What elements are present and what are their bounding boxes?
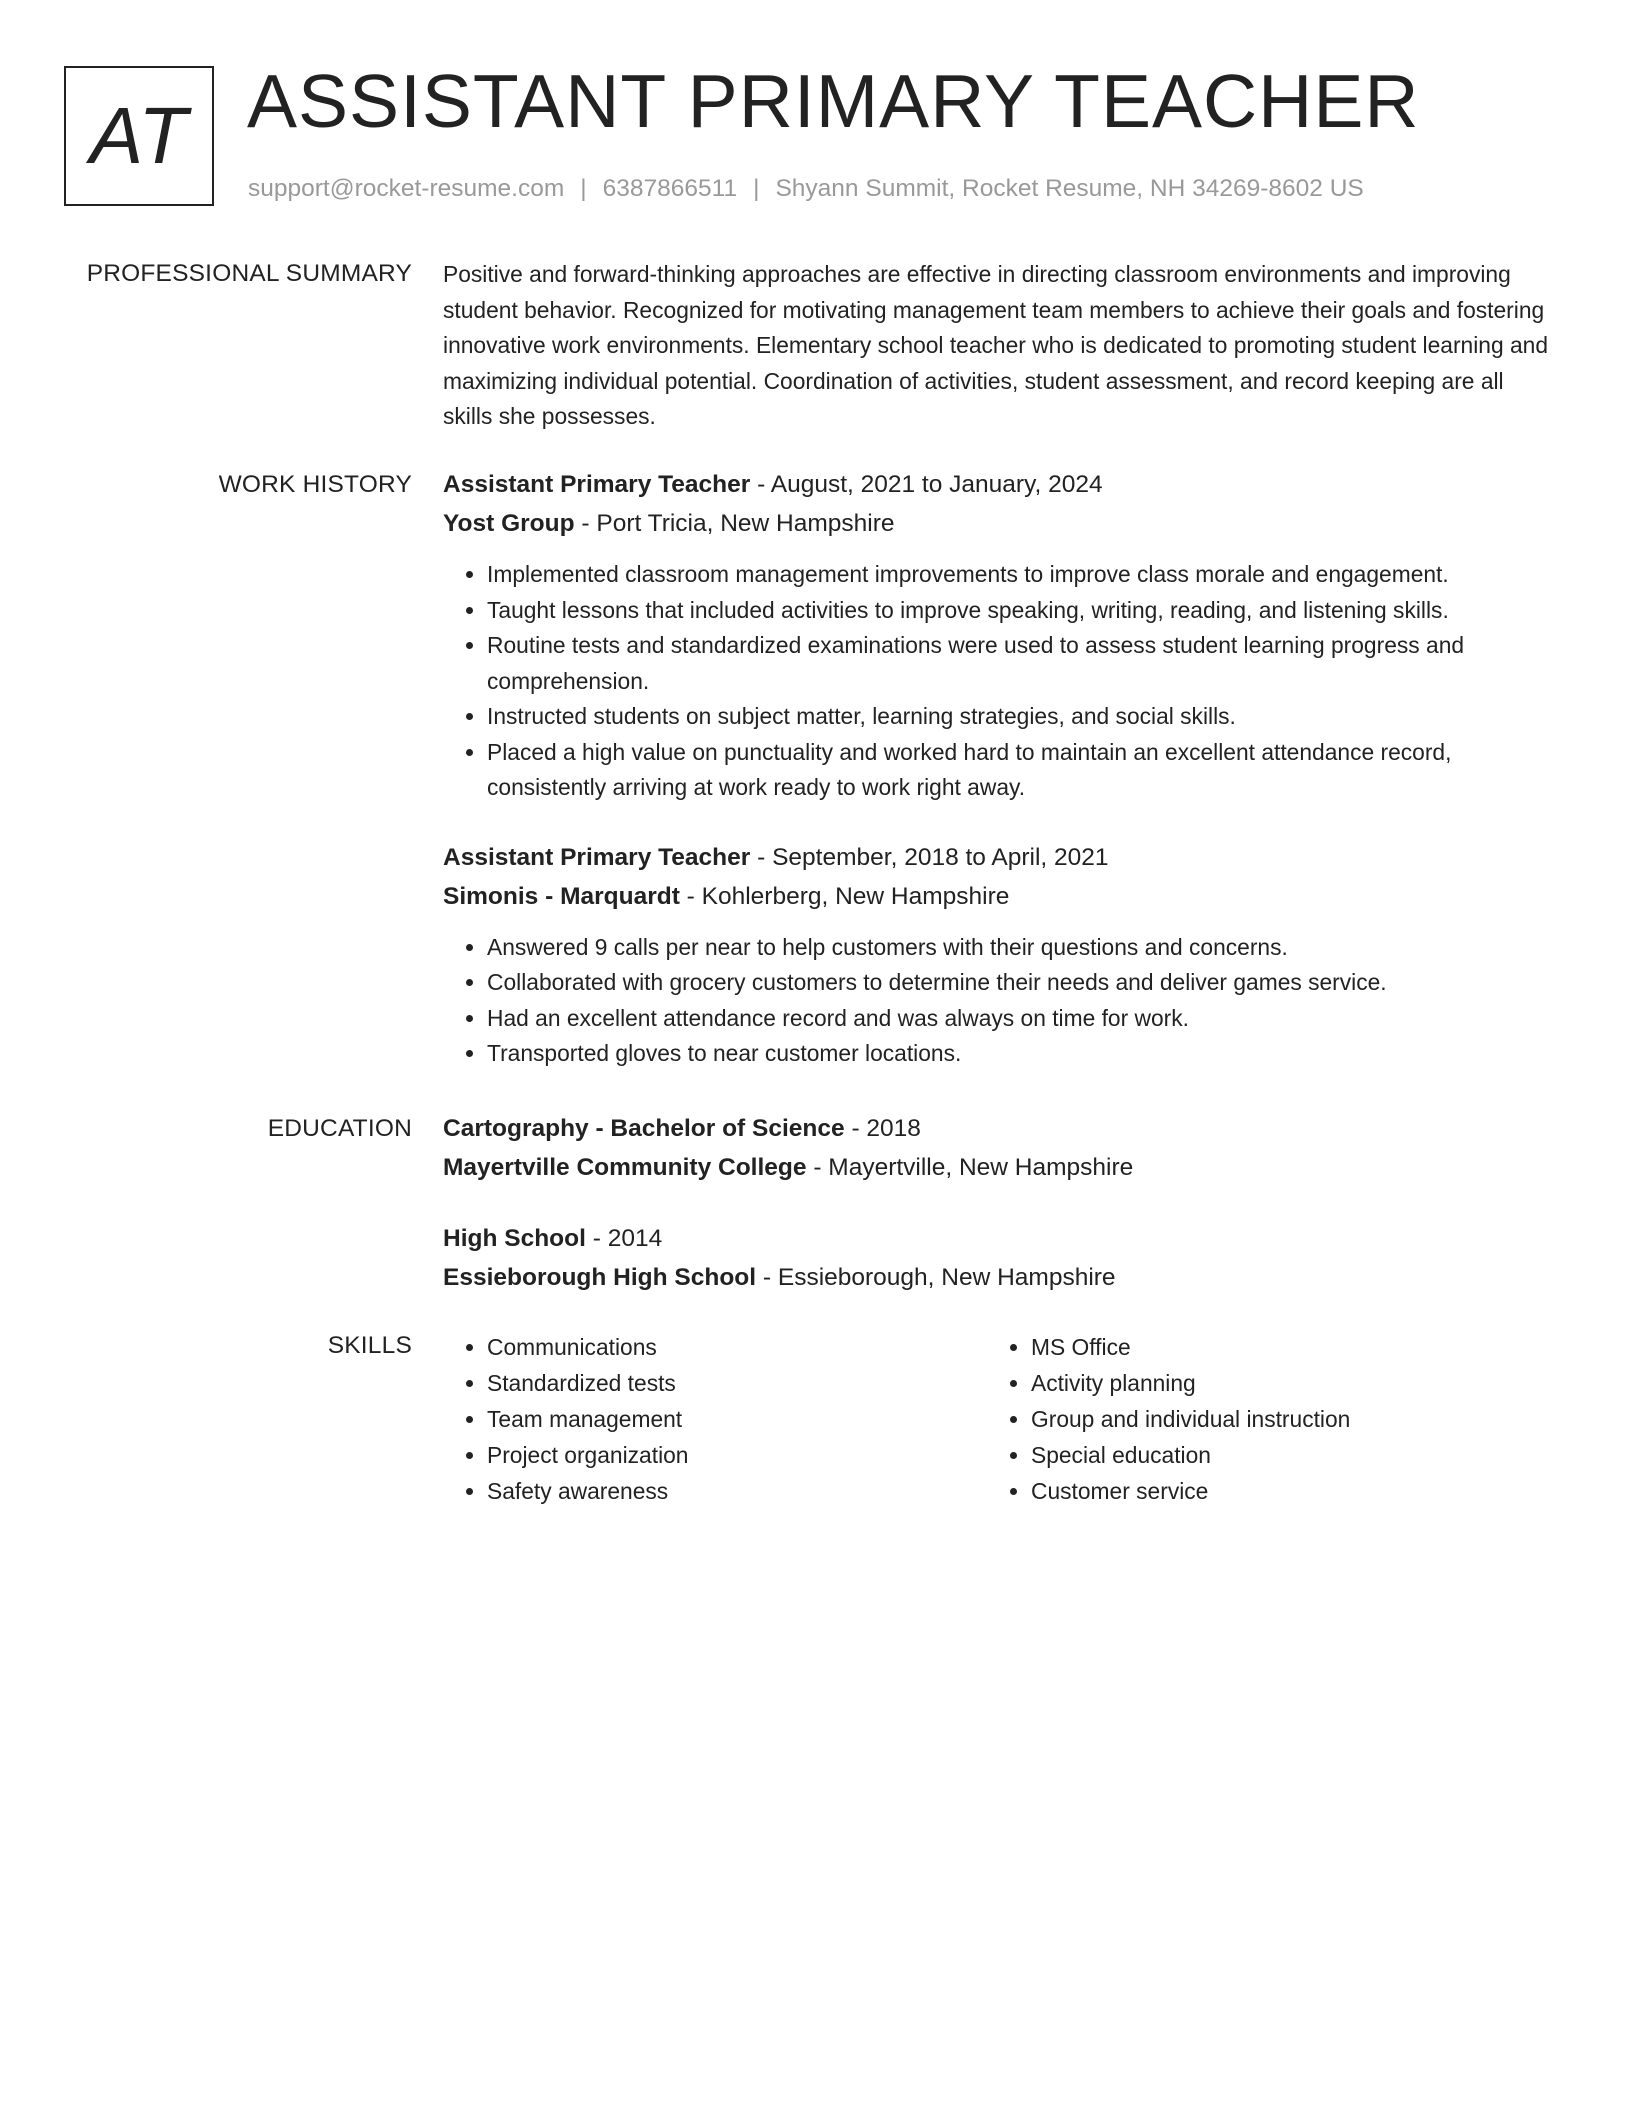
education-entry bbox=[443, 1219, 1553, 1297]
skills-body bbox=[443, 1329, 1553, 1509]
contact-separator: | bbox=[753, 175, 760, 202]
job-location: - Kohlerberg, New Hampshire bbox=[679, 882, 1010, 910]
contact-separator: | bbox=[580, 175, 587, 202]
skill-item: • Special education bbox=[1031, 1437, 1531, 1473]
degree-line bbox=[443, 1109, 1553, 1148]
contact-email: support@rocket-resume.com bbox=[248, 175, 565, 202]
job-title-line bbox=[443, 465, 1553, 504]
summary-body bbox=[443, 257, 1553, 435]
degree-line bbox=[443, 1219, 1553, 1258]
skills-columns bbox=[443, 1329, 1553, 1509]
job-title: Assistant Primary Teacher bbox=[443, 471, 751, 498]
job-dates: - September, 2018 to April, 2021 bbox=[750, 843, 1109, 871]
job-company-line bbox=[443, 877, 1553, 916]
skills-list-left bbox=[443, 1329, 987, 1509]
school-line bbox=[443, 1148, 1553, 1187]
job-bullet: • Collaborated with grocery customers to determine their needs and deliver games service. bbox=[487, 965, 1553, 1001]
job-bullet: • Routine tests and standardized examinations were used to assess student learning progress and comprehension. bbox=[487, 628, 1553, 699]
section-label-work: WORK HISTORY bbox=[218, 471, 412, 498]
job-company-line bbox=[443, 504, 1553, 543]
job-entry bbox=[443, 465, 1553, 806]
school-line bbox=[443, 1258, 1553, 1297]
contact-address: Shyann Summit, Rocket Resume, NH 34269-8602 US bbox=[775, 175, 1364, 202]
work-history-body bbox=[443, 465, 1553, 1072]
job-company: Simonis - Marquardt bbox=[443, 882, 680, 910]
job-bullet: • Taught lessons that included activities to improve speaking, writing, reading, and listening skills. bbox=[487, 593, 1553, 629]
degree: High School bbox=[443, 1225, 586, 1252]
job-bullet: • Transported gloves to near customer locations. bbox=[487, 1036, 1553, 1072]
school-name: Essieborough High School bbox=[443, 1264, 757, 1291]
skill-item: • Standardized tests bbox=[487, 1365, 987, 1401]
education-body bbox=[443, 1109, 1553, 1297]
contact-info bbox=[248, 172, 1364, 206]
skill-item: • Customer service bbox=[1031, 1473, 1531, 1509]
job-bullet: • Placed a high value on punctuality and worked hard to maintain an excellent attendance record, consistently arriving at work ready to work right away. bbox=[487, 735, 1553, 806]
skills-list-right bbox=[987, 1329, 1531, 1509]
skill-item: • Team management bbox=[487, 1401, 987, 1437]
job-bullet: • Had an excellent attendance record and was always on time for work. bbox=[487, 1001, 1553, 1037]
job-bullet: • Answered 9 calls per near to help customers with their questions and concerns. bbox=[487, 930, 1553, 966]
skill-item: • Activity planning bbox=[1031, 1365, 1531, 1401]
skill-item: • Communications bbox=[487, 1329, 987, 1365]
school-location: - Essieborough, New Hampshire bbox=[756, 1264, 1116, 1291]
skill-item: • Project organization bbox=[487, 1437, 987, 1473]
skill-item: • MS Office bbox=[1031, 1329, 1531, 1365]
section-label-education: EDUCATION bbox=[267, 1115, 412, 1142]
section-label-skills: SKILLS bbox=[327, 1332, 412, 1359]
skill-item: • Safety awareness bbox=[487, 1473, 987, 1509]
job-bullet: • Implemented classroom management improvements to improve class morale and engagement. bbox=[487, 557, 1553, 593]
school-location: - Mayertville, New Hampshire bbox=[806, 1154, 1134, 1181]
summary-text: Positive and forward-thinking approaches are effective in directing classroom environments and improving student behavior. Recognized for motivating management team members to achieve their goals and fostering innovative work environments. Elementary school teacher who is dedicated to promoting student learning and maximizing individual potential. Coordination of activities, student assessment, and record keeping are all skills she possesses. bbox=[443, 261, 1549, 429]
degree-year: - 2018 bbox=[844, 1115, 921, 1142]
school-name: Mayertville Community College bbox=[443, 1154, 807, 1181]
job-bullets bbox=[443, 930, 1553, 1072]
job-entry bbox=[443, 838, 1553, 1072]
job-dates: - August, 2021 to January, 2024 bbox=[750, 471, 1103, 498]
job-bullet: • Instructed students on subject matter, learning strategies, and social skills. bbox=[487, 699, 1553, 735]
job-bullets bbox=[443, 557, 1553, 806]
resume-title: ASSISTANT PRIMARY TEACHER bbox=[247, 59, 1420, 143]
job-title: Assistant Primary Teacher bbox=[443, 843, 751, 871]
job-location: - Port Tricia, New Hampshire bbox=[574, 510, 895, 537]
degree: Cartography - Bachelor of Science bbox=[443, 1115, 845, 1142]
section-label-summary: PROFESSIONAL SUMMARY bbox=[86, 260, 412, 287]
contact-phone: 6387866511 bbox=[602, 175, 738, 202]
job-title-line bbox=[443, 838, 1553, 877]
education-entry bbox=[443, 1109, 1553, 1187]
job-company: Yost Group bbox=[443, 510, 575, 537]
skill-item: • Group and individual instruction bbox=[1031, 1401, 1531, 1437]
degree-year: - 2014 bbox=[585, 1225, 663, 1252]
monogram-logo: AT bbox=[64, 66, 214, 206]
